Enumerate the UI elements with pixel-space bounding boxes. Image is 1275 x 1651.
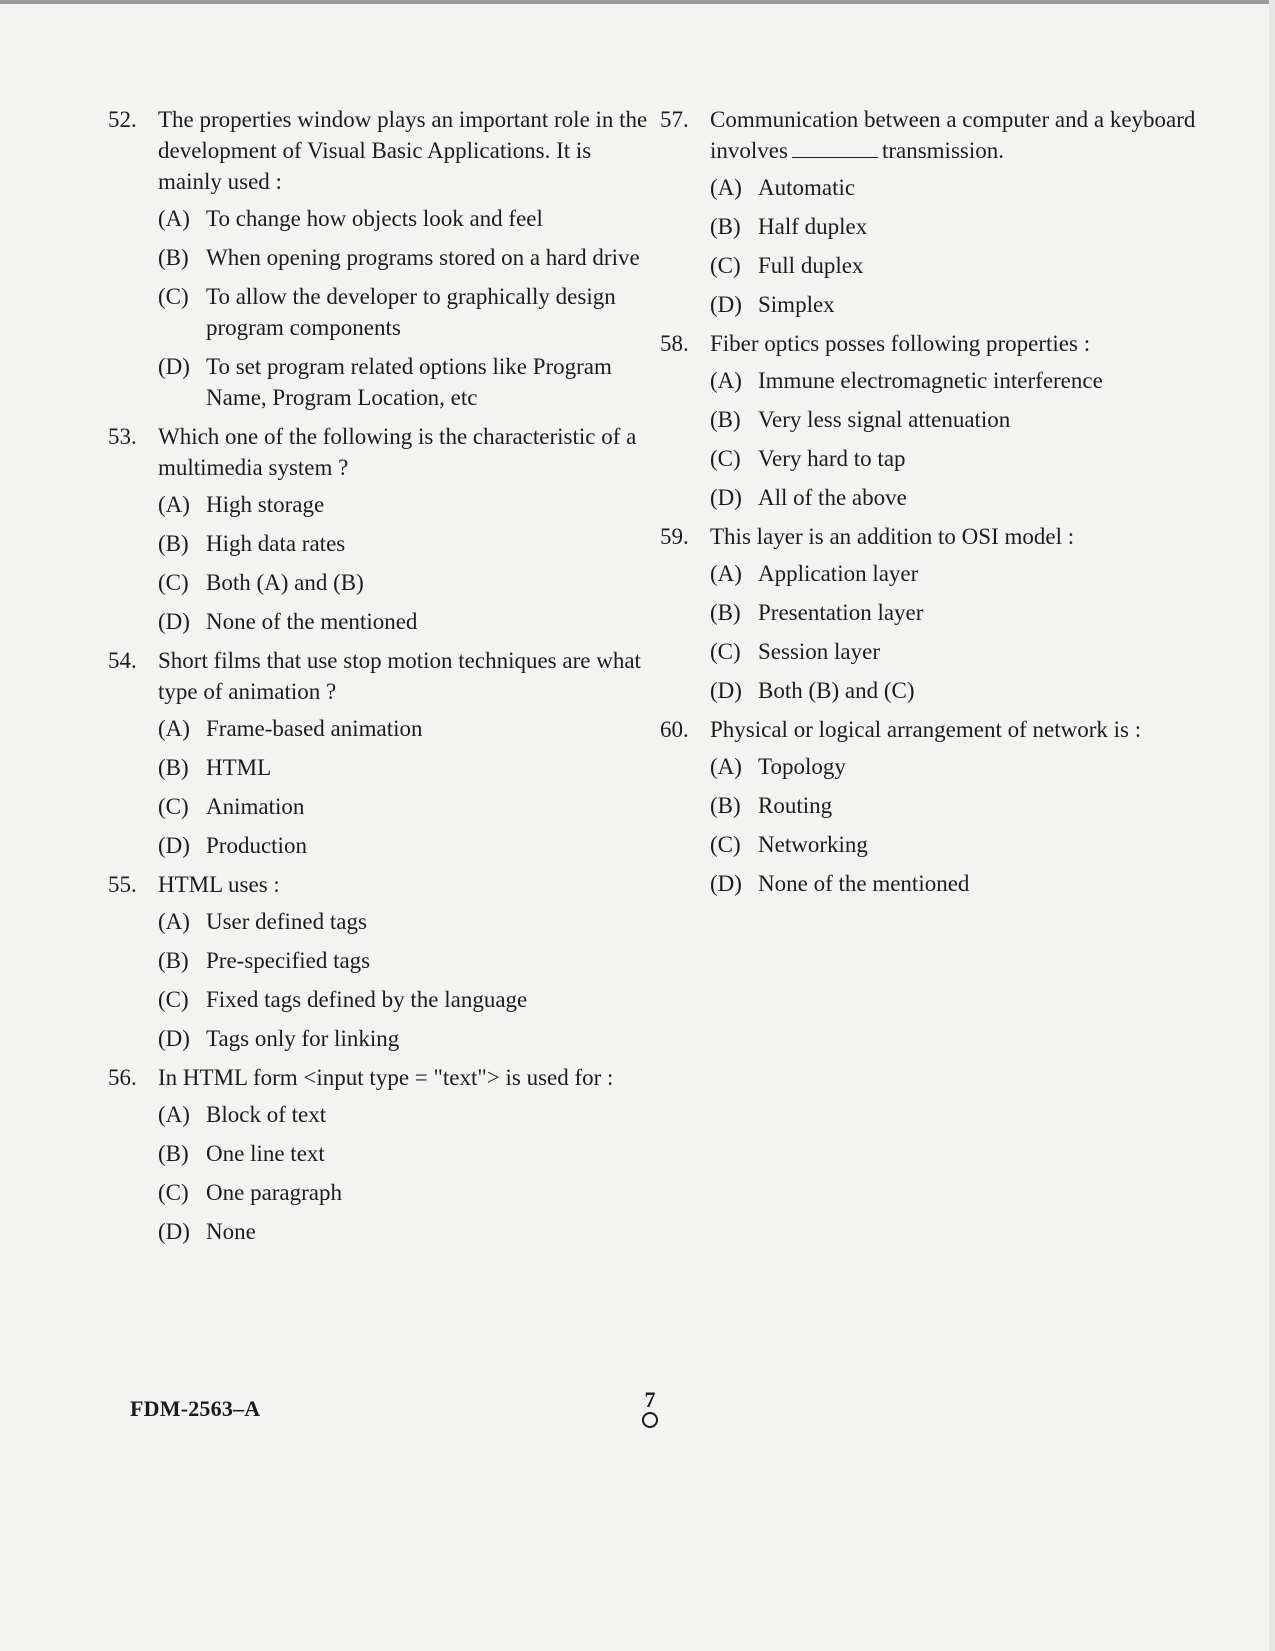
option-b xyxy=(710,211,1200,242)
option-text: Half duplex xyxy=(758,214,868,239)
option-d xyxy=(710,289,1200,320)
option-letter: (B) xyxy=(158,1141,189,1166)
option-letter: (B) xyxy=(158,948,189,973)
question-number: 56. xyxy=(108,1065,137,1090)
option-letter: (D) xyxy=(710,485,742,510)
question-number: 60. xyxy=(660,717,689,742)
options-list xyxy=(158,489,656,637)
option-c xyxy=(710,250,1200,281)
option-text: Automatic xyxy=(758,175,856,200)
option-letter: (C) xyxy=(158,284,189,309)
option-text: One line text xyxy=(206,1141,325,1166)
question-text-before-blank: Communication between a computer and a keyboard involves xyxy=(710,107,1196,163)
option-text: Networking xyxy=(758,832,868,857)
question-57 xyxy=(660,104,1200,320)
options-list xyxy=(158,203,656,413)
option-d xyxy=(158,830,656,861)
option-letter: (A) xyxy=(710,175,742,200)
option-text: Presentation layer xyxy=(758,600,924,625)
option-text: Block of text xyxy=(206,1102,327,1127)
option-text: To set program related options like Program Name, Program Location, etc xyxy=(206,354,612,410)
option-letter: (B) xyxy=(158,531,189,556)
option-text: When opening programs stored on a hard drive xyxy=(206,245,640,270)
option-b xyxy=(158,752,656,783)
option-a xyxy=(710,751,1200,782)
question-text: Short films that use stop motion techniques are what type of animation ? xyxy=(158,648,641,704)
option-letter: (D) xyxy=(710,678,742,703)
question-53 xyxy=(108,421,656,637)
option-text: High storage xyxy=(206,492,325,517)
option-letter: (D) xyxy=(710,871,742,896)
option-b xyxy=(710,404,1200,435)
question-number: 55. xyxy=(108,872,137,897)
option-text: Tags only for linking xyxy=(206,1026,400,1051)
option-text: Simplex xyxy=(758,292,835,317)
option-c xyxy=(158,1177,656,1208)
option-text: Production xyxy=(206,833,307,858)
option-text: None xyxy=(206,1219,256,1244)
option-a xyxy=(158,1099,656,1130)
option-letter: (A) xyxy=(158,716,190,741)
option-letter: (B) xyxy=(710,407,741,432)
option-text: User defined tags xyxy=(206,909,367,934)
page-right-edge xyxy=(1269,0,1275,1651)
option-text: Topology xyxy=(758,754,846,779)
option-text: Session layer xyxy=(758,639,881,664)
option-text: Both (A) and (B) xyxy=(206,570,364,595)
left-column xyxy=(108,104,656,1255)
option-d xyxy=(158,1216,656,1247)
option-text: Animation xyxy=(206,794,305,819)
question-text-after-blank: transmission. xyxy=(881,138,1004,163)
question-text xyxy=(710,104,1200,166)
option-text: Fixed tags defined by the language xyxy=(206,987,528,1012)
options-list xyxy=(158,713,656,861)
question-number: 58. xyxy=(660,331,689,356)
option-a xyxy=(710,365,1200,396)
options-list xyxy=(710,365,1200,513)
option-text: One paragraph xyxy=(206,1180,343,1205)
option-letter: (A) xyxy=(158,909,190,934)
option-letter: (D) xyxy=(158,354,190,379)
option-c xyxy=(710,636,1200,667)
option-d xyxy=(158,1023,656,1054)
option-letter: (A) xyxy=(710,561,742,586)
option-c xyxy=(710,443,1200,474)
options-list xyxy=(710,172,1200,320)
option-d xyxy=(710,868,1200,899)
option-letter: (B) xyxy=(158,755,189,780)
question-59 xyxy=(660,521,1200,706)
option-a xyxy=(158,203,656,234)
option-b xyxy=(710,597,1200,628)
option-a xyxy=(158,906,656,937)
option-a xyxy=(710,172,1200,203)
option-b xyxy=(158,945,656,976)
option-d xyxy=(710,482,1200,513)
option-text: Both (B) and (C) xyxy=(758,678,915,703)
option-letter: (C) xyxy=(158,1180,189,1205)
option-a xyxy=(710,558,1200,589)
question-number: 53. xyxy=(108,424,137,449)
option-c xyxy=(158,984,656,1015)
option-text: None of the mentioned xyxy=(206,609,418,634)
option-d xyxy=(710,675,1200,706)
option-letter: (B) xyxy=(710,214,741,239)
option-c xyxy=(158,281,656,343)
page-top-edge xyxy=(0,0,1275,4)
question-number: 52. xyxy=(108,107,137,132)
option-letter: (C) xyxy=(158,570,189,595)
option-text: To change how objects look and feel xyxy=(206,206,543,231)
option-letter: (A) xyxy=(158,1102,190,1127)
question-text: Fiber optics posses following properties : xyxy=(710,331,1091,356)
option-text: All of the above xyxy=(758,485,907,510)
paper-code: FDM-2563–A xyxy=(130,1396,261,1421)
right-column xyxy=(660,104,1200,907)
option-letter: (C) xyxy=(710,446,741,471)
option-letter: (A) xyxy=(158,492,190,517)
option-text: HTML xyxy=(206,755,272,780)
option-b xyxy=(710,790,1200,821)
option-b xyxy=(158,1138,656,1169)
option-c xyxy=(710,829,1200,860)
page-number: 7 xyxy=(644,1387,656,1412)
question-58 xyxy=(660,328,1200,513)
option-a xyxy=(158,713,656,744)
page-circle-mark xyxy=(642,1412,658,1428)
option-letter: (C) xyxy=(710,639,741,664)
option-letter: (A) xyxy=(710,754,742,779)
question-text: This layer is an addition to OSI model : xyxy=(710,524,1075,549)
fill-in-blank-line xyxy=(792,139,878,158)
option-text: Very less signal attenuation xyxy=(758,407,1011,432)
question-54 xyxy=(108,645,656,861)
option-b xyxy=(158,242,656,273)
option-letter: (D) xyxy=(158,609,190,634)
option-text: Very hard to tap xyxy=(758,446,906,471)
question-text: In HTML form <input type = "text"> is used for : xyxy=(158,1065,614,1090)
option-letter: (B) xyxy=(710,793,741,818)
options-list xyxy=(710,558,1200,706)
option-b xyxy=(158,528,656,559)
question-number: 59. xyxy=(660,524,689,549)
option-d xyxy=(158,606,656,637)
question-56 xyxy=(108,1062,656,1247)
option-letter: (D) xyxy=(158,1219,190,1244)
option-text: Frame-based animation xyxy=(206,716,423,741)
option-c xyxy=(158,791,656,822)
option-text: Routing xyxy=(758,793,833,818)
option-text: Immune electromagnetic interference xyxy=(758,368,1103,393)
question-60 xyxy=(660,714,1200,899)
option-letter: (C) xyxy=(710,253,741,278)
options-list xyxy=(158,1099,656,1247)
option-c xyxy=(158,567,656,598)
question-text: HTML uses : xyxy=(158,872,280,897)
question-55 xyxy=(108,869,656,1054)
option-text: To allow the developer to graphically design program components xyxy=(206,284,616,340)
option-letter: (A) xyxy=(710,368,742,393)
question-number: 54. xyxy=(108,648,137,673)
option-d xyxy=(158,351,656,413)
option-text: Application layer xyxy=(758,561,919,586)
option-text: High data rates xyxy=(206,531,346,556)
question-text: Physical or logical arrangement of network is : xyxy=(710,717,1142,742)
option-letter: (A) xyxy=(158,206,190,231)
option-letter: (C) xyxy=(158,987,189,1012)
option-letter: (C) xyxy=(710,832,741,857)
question-text: Which one of the following is the characteristic of a multimedia system ? xyxy=(158,424,637,480)
option-letter: (D) xyxy=(158,1026,190,1051)
options-list xyxy=(158,906,656,1054)
question-52 xyxy=(108,104,656,413)
option-letter: (D) xyxy=(710,292,742,317)
option-letter: (D) xyxy=(158,833,190,858)
option-a xyxy=(158,489,656,520)
option-text: Full duplex xyxy=(758,253,864,278)
option-text: Pre-specified tags xyxy=(206,948,371,973)
options-list xyxy=(710,751,1200,899)
question-number: 57. xyxy=(660,107,689,132)
option-letter: (B) xyxy=(158,245,189,270)
option-letter: (C) xyxy=(158,794,189,819)
question-text: The properties window plays an important role in the development of Visual Basic Applications. It is mainly used : xyxy=(158,107,648,194)
option-text: None of the mentioned xyxy=(758,871,970,896)
option-letter: (B) xyxy=(710,600,741,625)
